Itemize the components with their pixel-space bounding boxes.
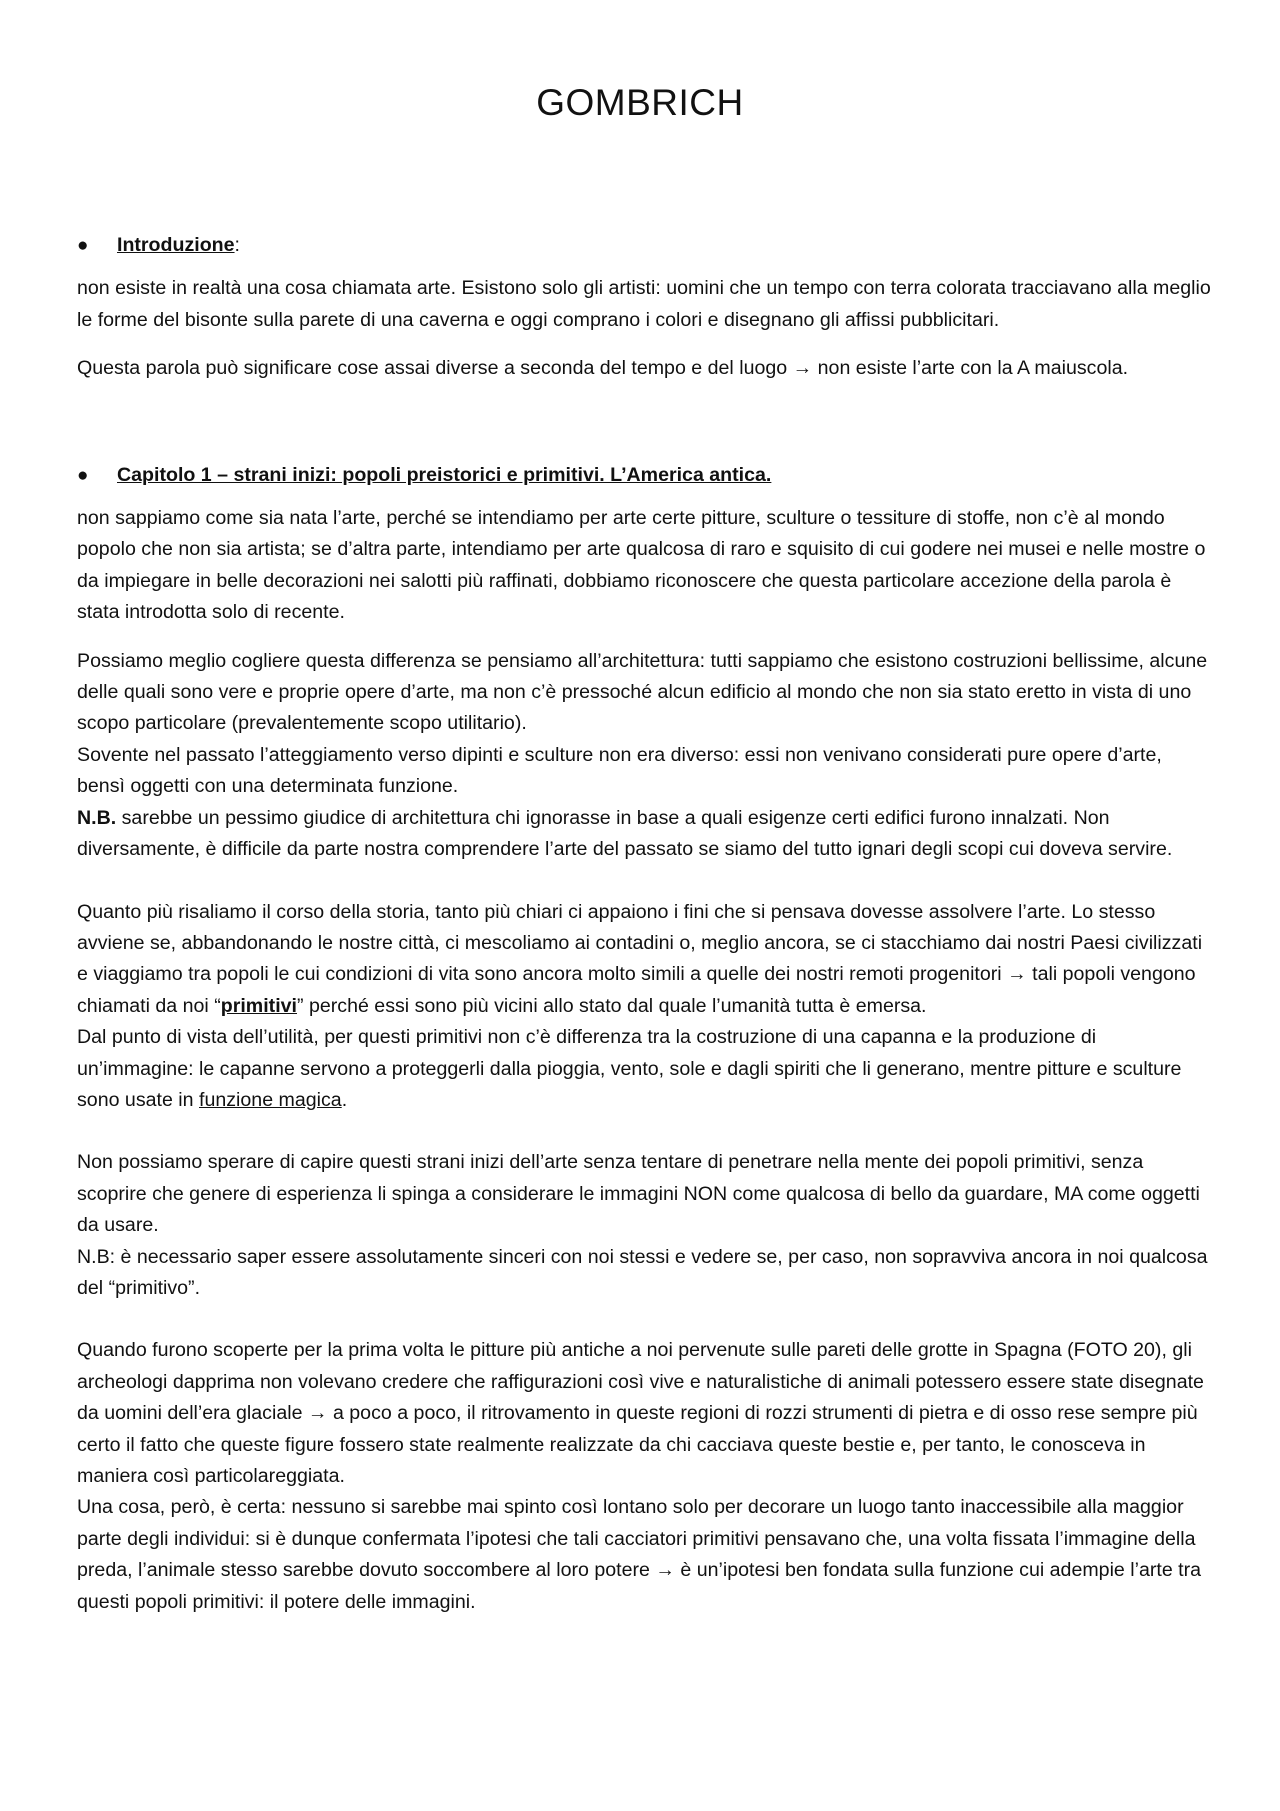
- heading-text: Introduzione: [117, 234, 235, 256]
- arrow-icon: →: [792, 357, 813, 380]
- text: Sovente nel passato l’atteggiamento verso dipinti e sculture non era diverso: essi non venivano considerati pure opere d’arte, bensì oggetti con una determinata funzione.: [77, 743, 1162, 798]
- arrow-icon: →: [1007, 963, 1027, 986]
- text: non sappiamo come sia nata l’arte, perché se intendiamo per arte certe pitture, sculture o tessiture di stoffe, non c’è al mondo popolo che non sia artista; se d’altra parte, intendiamo per arte qualcosa di raro e squisito di cui godere nei musei e nelle mostre o da impiegare in belle decorazioni nei salotti più raffinati, dobbiamo riconoscere che questa particolare accezione della parola è stata introdotta solo di recente.: [77, 507, 1206, 624]
- text: Questa parola può significare cose assai diverse a seconda del tempo e del luogo: [77, 357, 793, 380]
- paragraph: [77, 353, 1212, 384]
- bullet-icon: ●: [77, 464, 89, 486]
- bullet-icon: ●: [77, 235, 89, 256]
- text: Dal punto di vista dell’utilità, per questi primitivi non c’è differenza tra la costruzione di una capanna e la produzione di un’immagine: le capanne servono a proteggerli dalla pioggia, vento, sole e dagli spiriti che li generano, mentre pitture e sculture sono usate in: [77, 1026, 1182, 1111]
- section-heading-introduzione: [77, 230, 1212, 261]
- text: Quanto più risaliamo il corso della storia, tanto più chiari ci appaiono i fini che si pensava dovesse assolvere l’arte. Lo stesso avviene se, abbandonando le nostre città, ci mescoliamo ai contadini o, meglio ancora, se ci stacchiamo dai nostri Paesi civilizzati e viaggiamo tra popoli le cui condizioni di vita sono ancora molto simili a quelle dei nostri remoti progenitori: [77, 900, 1203, 986]
- heading-text: Capitolo 1 – strani inizi: popoli preistorici e primitivi. L’America antica.: [117, 463, 772, 486]
- emphasis-funzione-magica: funzione magica: [199, 1088, 342, 1111]
- text: a poco a poco, il ritrovamento in queste regioni di rozzi strumenti di pietra e di osso rese sempre più certo il fatto che queste figure fossero state realmente realizzate da chi cacciava queste bestie e, per tanto, le conosceva in maniera così particolareggiata.: [77, 1402, 1198, 1487]
- emphasis-primitivi: primitivi: [220, 994, 297, 1017]
- paragraph: [77, 1147, 1212, 1304]
- text: è un’ipotesi ben fondata sulla funzione cui adempie l’arte tra questi popoli primitivi: il potere delle immagini.: [77, 1559, 1202, 1613]
- text: Non possiamo sperare di capire questi strani inizi dell’arte senza tentare di penetrare nella mente dei popoli primitivi, senza scoprire che genere di esperienza li spinga a considerare le immagini NON come qualcosa di bello da guardare, MA come oggetti da usare.: [77, 1151, 1200, 1237]
- document-title: GOMBRICH: [536, 82, 744, 123]
- section-heading-capitolo-1: [77, 460, 1212, 491]
- arrow-icon: →: [307, 1402, 328, 1425]
- text: sarebbe un pessimo giudice di architettura chi ignorasse in base a quali esigenze certi edifici furono innalzati. Non diversamente, è difficile da parte nostra comprendere l’arte del passato se siamo del tutto ignari degli scopi cui doveva servire.: [77, 806, 1173, 861]
- text: non esiste in realtà una cosa chiamata arte. Esistono solo gli artisti: uomini che un tempo con terra colorata tracciavano alla meglio le forme del bisonte sulla parete di una caverna e oggi comprano i colori e disegnano gli affissi pubblicitari.: [77, 277, 1211, 331]
- text: ” perché essi sono più vicini allo stato dal quale l’umanità tutta è emersa.: [296, 994, 927, 1017]
- paragraph: [77, 897, 1212, 1117]
- paragraph: [77, 503, 1212, 629]
- heading-colon: :: [234, 234, 240, 256]
- text: .: [341, 1088, 348, 1111]
- text: Una cosa, però, è certa: nessuno si sarebbe mai spinto così lontano solo per decorare un luogo tanto inaccessibile alla maggior parte degli individui: si è dunque confermata l’ipotesi che tali cacciatori primitivi pensavano che, una volta fissata l’immagine della preda, l’animale stesso sarebbe dovuto soccombere al loro potere: [77, 1496, 1196, 1582]
- text: Possiamo meglio cogliere questa differenza se pensiamo all’architettura: tutti sappiamo che esistono costruzioni bellissime, alcune delle quali sono vere e proprie opere d’arte, ma non c’è pressoché alcun edificio al mondo che non sia stato eretto in vista di uno scopo particolare (prevalentemente scopo utilitario).: [77, 649, 1208, 735]
- nb-label: N.B.: [77, 806, 117, 829]
- text: tali popoli vengono chiamati da noi “: [77, 963, 1196, 1017]
- arrow-icon: →: [655, 1559, 675, 1582]
- document-body: [77, 230, 1212, 1618]
- paragraph: [77, 273, 1212, 336]
- paragraph: [77, 646, 1212, 866]
- paragraph: [77, 1335, 1212, 1618]
- text: non esiste l’arte con la A maiuscola.: [812, 357, 1129, 380]
- text: N.B: è necessario saper essere assolutamente sinceri con noi stessi e vedere se, per caso, non sopravviva ancora in noi qualcosa del “primitivo”.: [77, 1245, 1208, 1299]
- text: Quando furono scoperte per la prima volta le pitture più antiche a noi pervenute sulle pareti delle grotte in Spagna (FOTO 20), gli archeologi dapprima non volevano credere che raffigurazioni così vive e naturalistiche di animali potessero essere state disegnate da uomini dell’era glaciale: [77, 1339, 1204, 1425]
